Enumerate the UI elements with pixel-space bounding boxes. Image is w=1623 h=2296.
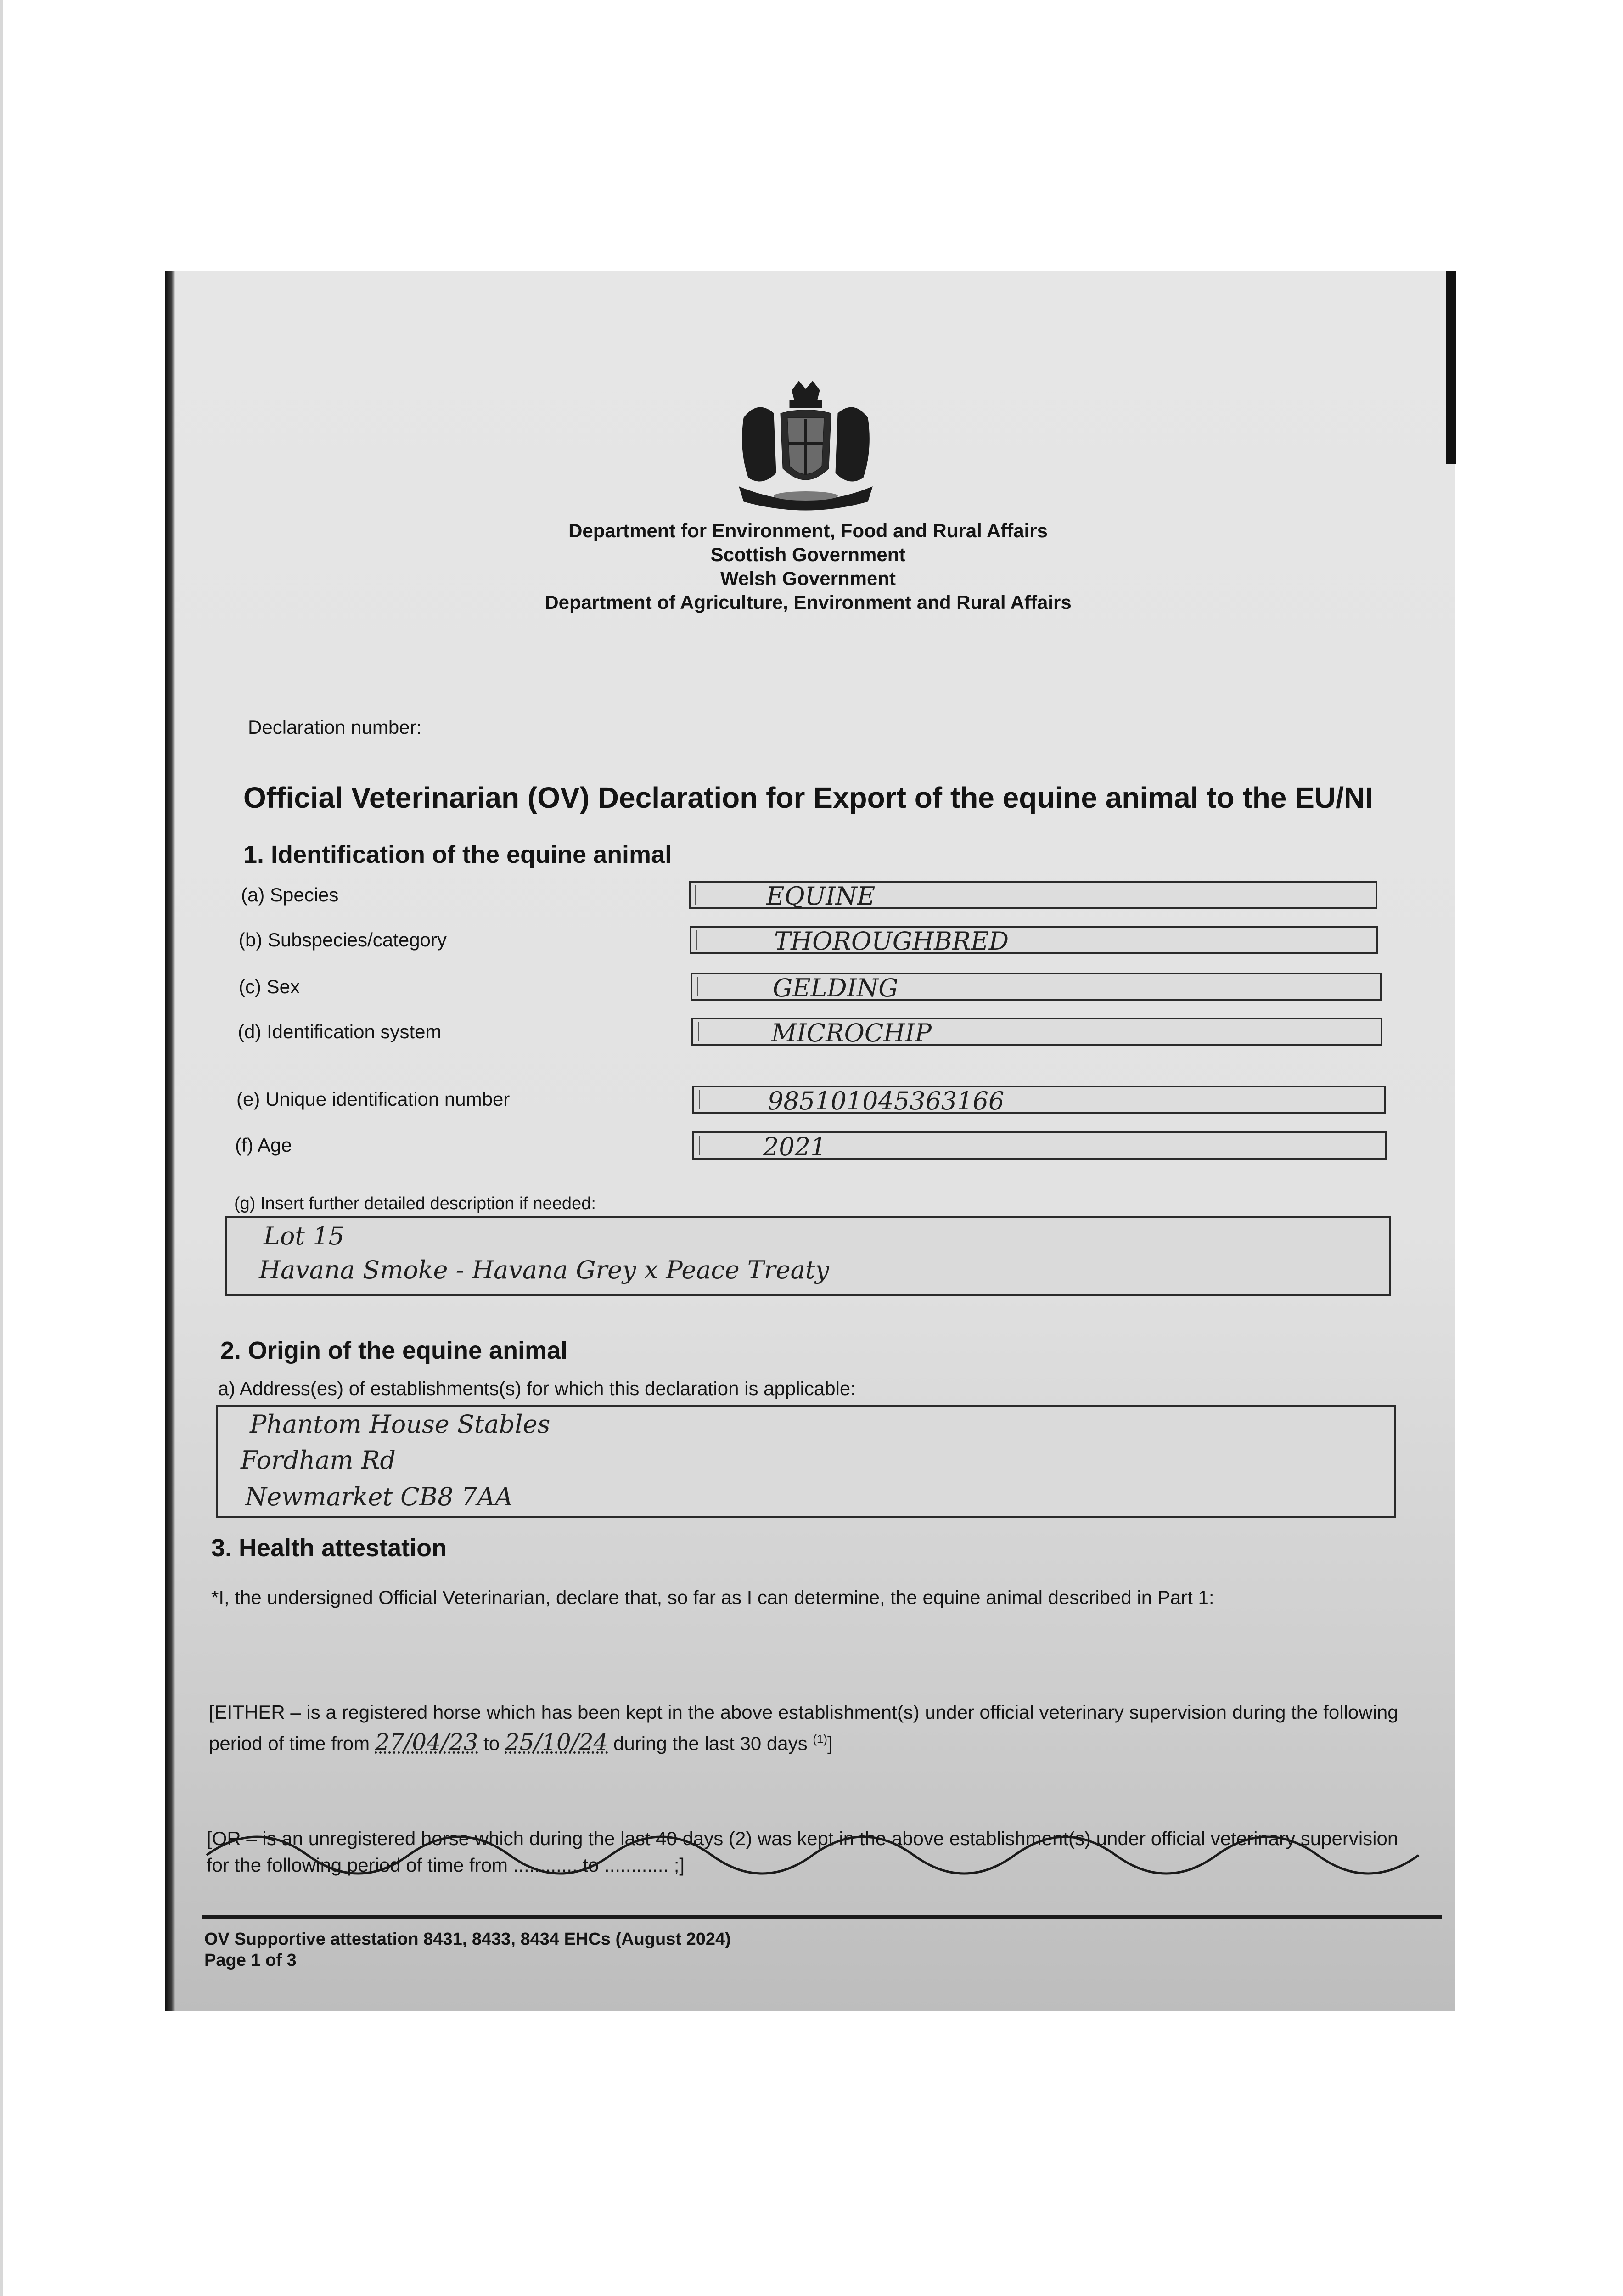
department-line: Department of Agriculture, Environment and Rural Affairs xyxy=(545,591,1072,613)
either-close: ] xyxy=(827,1733,833,1754)
age-value: 2021 xyxy=(763,1132,826,1161)
unique-id-value: 985101045363166 xyxy=(768,1086,1005,1115)
subspecies-field[interactable] xyxy=(690,926,1378,954)
address-field[interactable] xyxy=(216,1405,1396,1518)
address-label: a) Address(es) of establishments(s) for which this declaration is applicable: xyxy=(218,1378,856,1399)
page-title: Official Veterinarian (OV) Declaration for Export of the equine animal to the EU/NI xyxy=(243,781,1373,814)
sex-label: (c) Sex xyxy=(239,976,300,997)
sex-value: GELDING xyxy=(773,974,899,1002)
department-line: Welsh Government xyxy=(720,568,896,589)
sheet-shadow-right xyxy=(1446,271,1456,464)
subspecies-label: (b) Subspecies/category xyxy=(239,929,447,951)
strikethrough-scribble-icon xyxy=(202,1814,1423,1906)
unique-id-label: (e) Unique identification number xyxy=(236,1088,510,1110)
description-line-2: Havana Smoke - Havana Grey x Peace Treaty xyxy=(259,1255,830,1284)
age-field[interactable] xyxy=(692,1131,1387,1160)
department-line: Department for Environment, Food and Rural Affairs xyxy=(568,520,1048,541)
description-field[interactable] xyxy=(225,1216,1391,1296)
section-2-heading: 2. Origin of the equine animal xyxy=(220,1337,568,1364)
footer xyxy=(204,1929,731,1971)
either-clause xyxy=(209,1699,1412,1757)
footer-attestation: OV Supportive attestation 8431, 8433, 8434 EHCs (August 2024) xyxy=(204,1930,731,1949)
section-1-heading: 1. Identification of the equine animal xyxy=(243,841,672,868)
either-to-word: to xyxy=(483,1733,500,1754)
description-line-1: Lot 15 xyxy=(264,1221,344,1250)
identification-system-label: (d) Identification system xyxy=(238,1021,442,1042)
sex-field[interactable] xyxy=(691,973,1382,1001)
attestation-intro: *I, the undersigned Official Veterinarian, declare that, so far as I can determine, the equine animal described in Part 1: xyxy=(211,1587,1214,1608)
address-line-2: Fordham Rd xyxy=(241,1446,396,1474)
age-label: (f) Age xyxy=(235,1134,292,1156)
department-header xyxy=(395,519,1221,614)
species-value: EQUINE xyxy=(766,882,876,911)
species-label: (a) Species xyxy=(241,884,339,906)
description-label: (g) Insert further detailed description if needed: xyxy=(234,1194,596,1213)
or-clause: [OR – is an unregistered horse which during the last 40 days (2) was kept in the above establishment(s) under official veterinary supervision for the following period of time from ............ to ............ ;] xyxy=(207,1828,1398,1876)
royal-coat-of-arms-icon xyxy=(730,381,882,519)
either-text: [EITHER – is a registered horse which has been kept in the above establishment(s) under official veterinary supervision during the following period of time from xyxy=(209,1701,1398,1754)
address-line-3: Newmarket CB8 7AA xyxy=(245,1482,513,1511)
department-line: Scottish Government xyxy=(710,544,906,565)
either-footnote: (1) xyxy=(813,1732,828,1746)
either-from-date: 27/04/23 xyxy=(375,1729,478,1756)
identification-system-value: MICROCHIP xyxy=(771,1019,932,1047)
footer-divider xyxy=(202,1915,1442,1919)
scan-edge xyxy=(0,0,3,2296)
section-3-heading: 3. Health attestation xyxy=(211,1534,447,1562)
address-line-1: Phantom House Stables xyxy=(250,1410,550,1439)
unique-id-field[interactable] xyxy=(692,1086,1386,1114)
species-field[interactable] xyxy=(689,881,1377,909)
either-text-end: during the last 30 days xyxy=(613,1733,808,1754)
identification-system-field[interactable] xyxy=(691,1018,1382,1046)
footer-page-number: Page 1 of 3 xyxy=(204,1951,297,1970)
document-sheet xyxy=(165,271,1455,2011)
either-to-date: 25/10/24 xyxy=(505,1729,608,1756)
subspecies-value: THOROUGHBRED xyxy=(774,927,1009,956)
declaration-number-label: Declaration number: xyxy=(248,716,422,738)
sheet-shadow-left xyxy=(165,271,175,2011)
